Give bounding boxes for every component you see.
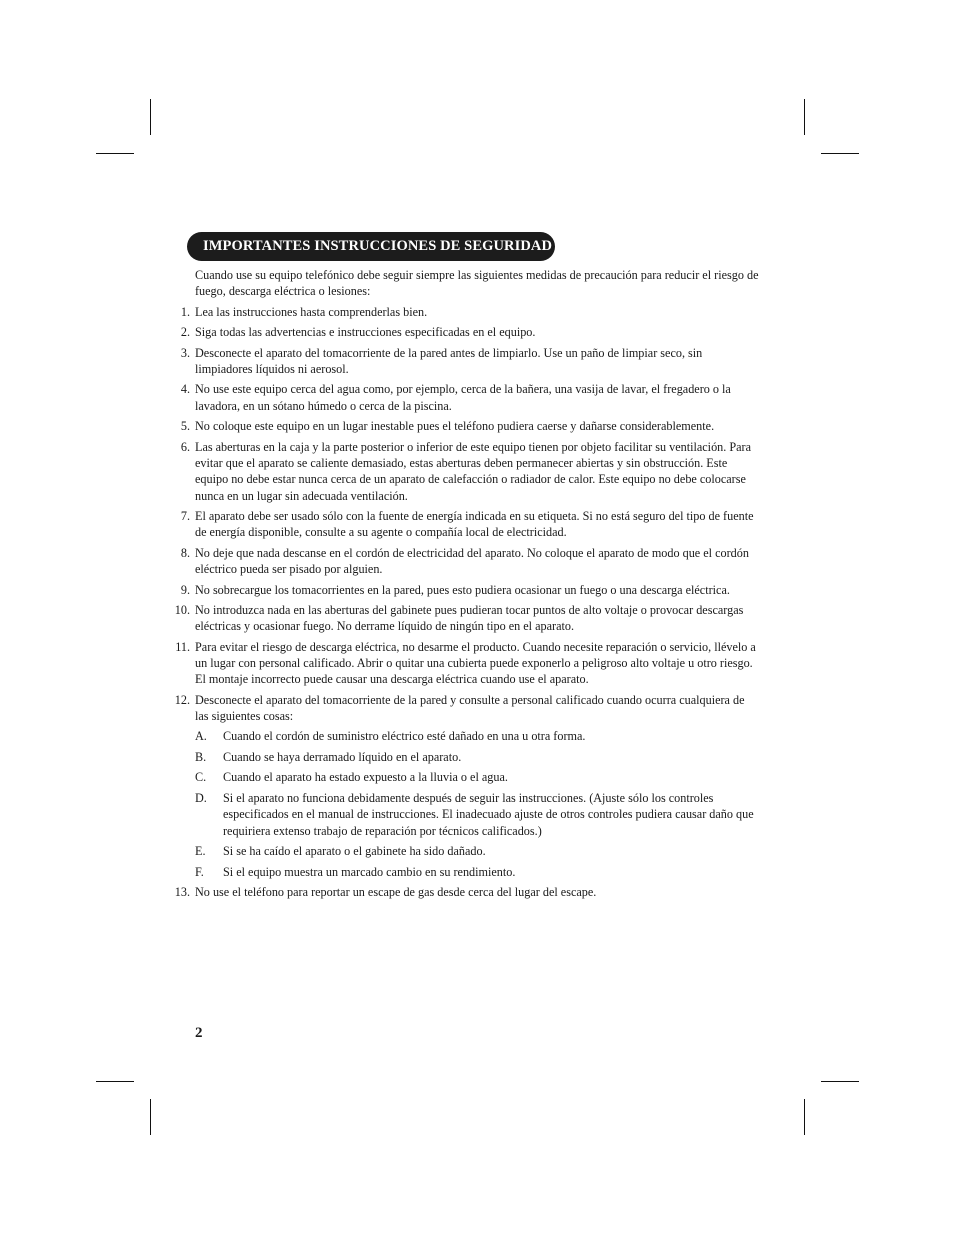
list-item	[168, 602, 760, 635]
item-number: 13.	[174, 884, 190, 899]
crop-mark-top-left-horizontal	[96, 153, 134, 154]
item-text: No deje que nada descanse en el cordón de electricidad del aparato. No coloque el aparato de modo que el cordón eléctrico pueda ser pisado por alguien.	[195, 545, 749, 577]
crop-mark-top-right-horizontal	[821, 153, 859, 154]
list-item	[168, 324, 760, 340]
item-text: No sobrecargue los tomacorrientes en la pared, pues esto pudiera ocasionar un fuego o una descarga eléctrica.	[195, 582, 730, 597]
crop-mark-bottom-left-horizontal	[96, 1081, 134, 1082]
sub-item-text: Cuando el aparato ha estado expuesto a la lluvia o el agua.	[223, 770, 508, 785]
sub-list-item	[195, 843, 760, 859]
sub-list-item	[195, 728, 760, 744]
sub-item-text: Cuando se haya derramado líquido en el aparato.	[223, 749, 462, 764]
sub-list-item	[195, 790, 760, 839]
sub-list-item	[195, 749, 760, 765]
list-item	[168, 345, 760, 378]
sub-item-letter: E.	[195, 844, 206, 859]
list-item	[168, 639, 760, 688]
page-number: 2	[195, 1025, 203, 1041]
sub-item-text: Si se ha caído el aparato o el gabinete ha sido dañado.	[223, 844, 486, 859]
list-item	[168, 304, 760, 320]
list-item	[168, 545, 760, 578]
sub-item-text: Cuando el cordón de suministro eléctrico esté dañado en una u otra forma.	[223, 729, 586, 744]
item-number: 8.	[180, 545, 190, 560]
sub-item-letter: A.	[195, 729, 207, 744]
sub-item-letter: D.	[195, 790, 207, 805]
list-item	[168, 692, 760, 880]
sub-list	[195, 728, 760, 879]
crop-mark-bottom-right-horizontal	[821, 1081, 859, 1082]
crop-mark-top-left-vertical	[150, 99, 151, 135]
item-number: 10.	[174, 603, 190, 618]
item-text: Siga todas las advertencias e instrucciones especificadas en el equipo.	[195, 325, 536, 340]
item-number: 11.	[175, 639, 190, 654]
sub-list-item	[195, 769, 760, 785]
item-text: No introduzca nada en las aberturas del gabinete pues pudieran tocar puntos de alto voltaje o provocar descargas eléctricas y ocasionar fuego. No derrame líquido de ningún tipo en el aparato.	[195, 603, 744, 634]
instruction-list	[168, 304, 760, 901]
item-text: No use el teléfono para reportar un escape de gas desde cerca del lugar del escape.	[195, 884, 597, 899]
item-number: 1.	[180, 304, 190, 319]
section-title: IMPORTANTES INSTRUCCIONES DE SEGURIDAD	[187, 232, 555, 261]
intro-paragraph: Cuando use su equipo telefónico debe seguir siempre las siguientes medidas de precaución para reducir el riesgo de fuego, descarga eléctrica o lesiones:	[195, 268, 759, 299]
sub-item-letter: B.	[195, 749, 207, 764]
crop-mark-top-right-vertical	[804, 99, 805, 135]
item-number: 3.	[180, 345, 190, 360]
list-item	[168, 884, 760, 900]
item-text: No coloque este equipo en un lugar inestable pues el teléfono pudiera caerse y dañarse considerablemente.	[195, 419, 715, 434]
item-text: Las aberturas en la caja y la parte posterior o inferior de este equipo tienen por objeto facilitar su ventilación. Para evitar que el aparato se caliente demasiado, estas aberturas deben permanecer abiertas y sin obstrucción. Este equipo no debe estar nunca cerca de un aparato de calefacción o radiador de calor. Este equipo no debe colocarse nunca en un lugar sin adecuada ventilación.	[195, 439, 752, 503]
item-number: 6.	[180, 439, 190, 454]
item-text: Lea las instrucciones hasta comprenderlas bien.	[195, 304, 428, 319]
list-item	[168, 508, 760, 541]
item-text: Para evitar el riesgo de descarga eléctrica, no desarme el producto. Cuando necesite reparación o servicio, llévelo a un lugar con personal calificado. Abrir o quitar una cubierta puede exponerlo a peligroso alto voltaje u otro riesgo. El montaje incorrecto puede causar una descarga eléctrica cuando use el aparato.	[195, 639, 756, 687]
item-text: No use este equipo cerca del agua como, por ejemplo, cerca de la bañera, una vasija de lavar, el fregadero o la lavadora, en un sótano húmedo o cerca de la piscina.	[195, 382, 731, 413]
item-number: 9.	[180, 582, 190, 597]
safety-instructions	[168, 267, 760, 904]
item-text: El aparato debe ser usado sólo con la fuente de energía indicada en su etiqueta. Si no está seguro del tipo de fuente de energía disponible, consulte a su agente o compañía local de electricidad.	[195, 508, 754, 540]
sub-item-letter: F.	[195, 864, 204, 879]
sub-item-letter: C.	[195, 770, 207, 785]
item-text: Desconecte el aparato del tomacorriente de la pared antes de limpiarlo. Use un paño de limpiar seco, sin limpiadores líquidos ni aerosol.	[195, 345, 703, 376]
item-number: 12.	[174, 692, 190, 707]
list-item	[168, 439, 760, 504]
item-number: 5.	[180, 419, 190, 434]
item-number: 2.	[180, 325, 190, 340]
sub-item-text: Si el equipo muestra un marcado cambio en su rendimiento.	[223, 864, 516, 879]
sub-list-item	[195, 864, 760, 880]
list-item	[168, 418, 760, 434]
list-item	[168, 582, 760, 598]
crop-mark-bottom-left-vertical	[150, 1099, 151, 1135]
list-item	[168, 381, 760, 414]
item-number: 4.	[180, 382, 190, 397]
item-text: Desconecte el aparato del tomacorriente de la pared y consulte a personal calificado cuando ocurra cualquiera de las siguientes cosas:	[195, 692, 745, 724]
sub-item-text: Si el aparato no funciona debidamente después de seguir las instrucciones. (Ajuste sólo los controles especificados en el manual de instrucciones. El inadecuado ajuste de otros controles pudiera causar daño que requiriera extenso trabajo de reparación por técnicos calificados.)	[223, 790, 754, 838]
item-number: 7.	[180, 508, 190, 523]
crop-mark-bottom-right-vertical	[804, 1099, 805, 1135]
